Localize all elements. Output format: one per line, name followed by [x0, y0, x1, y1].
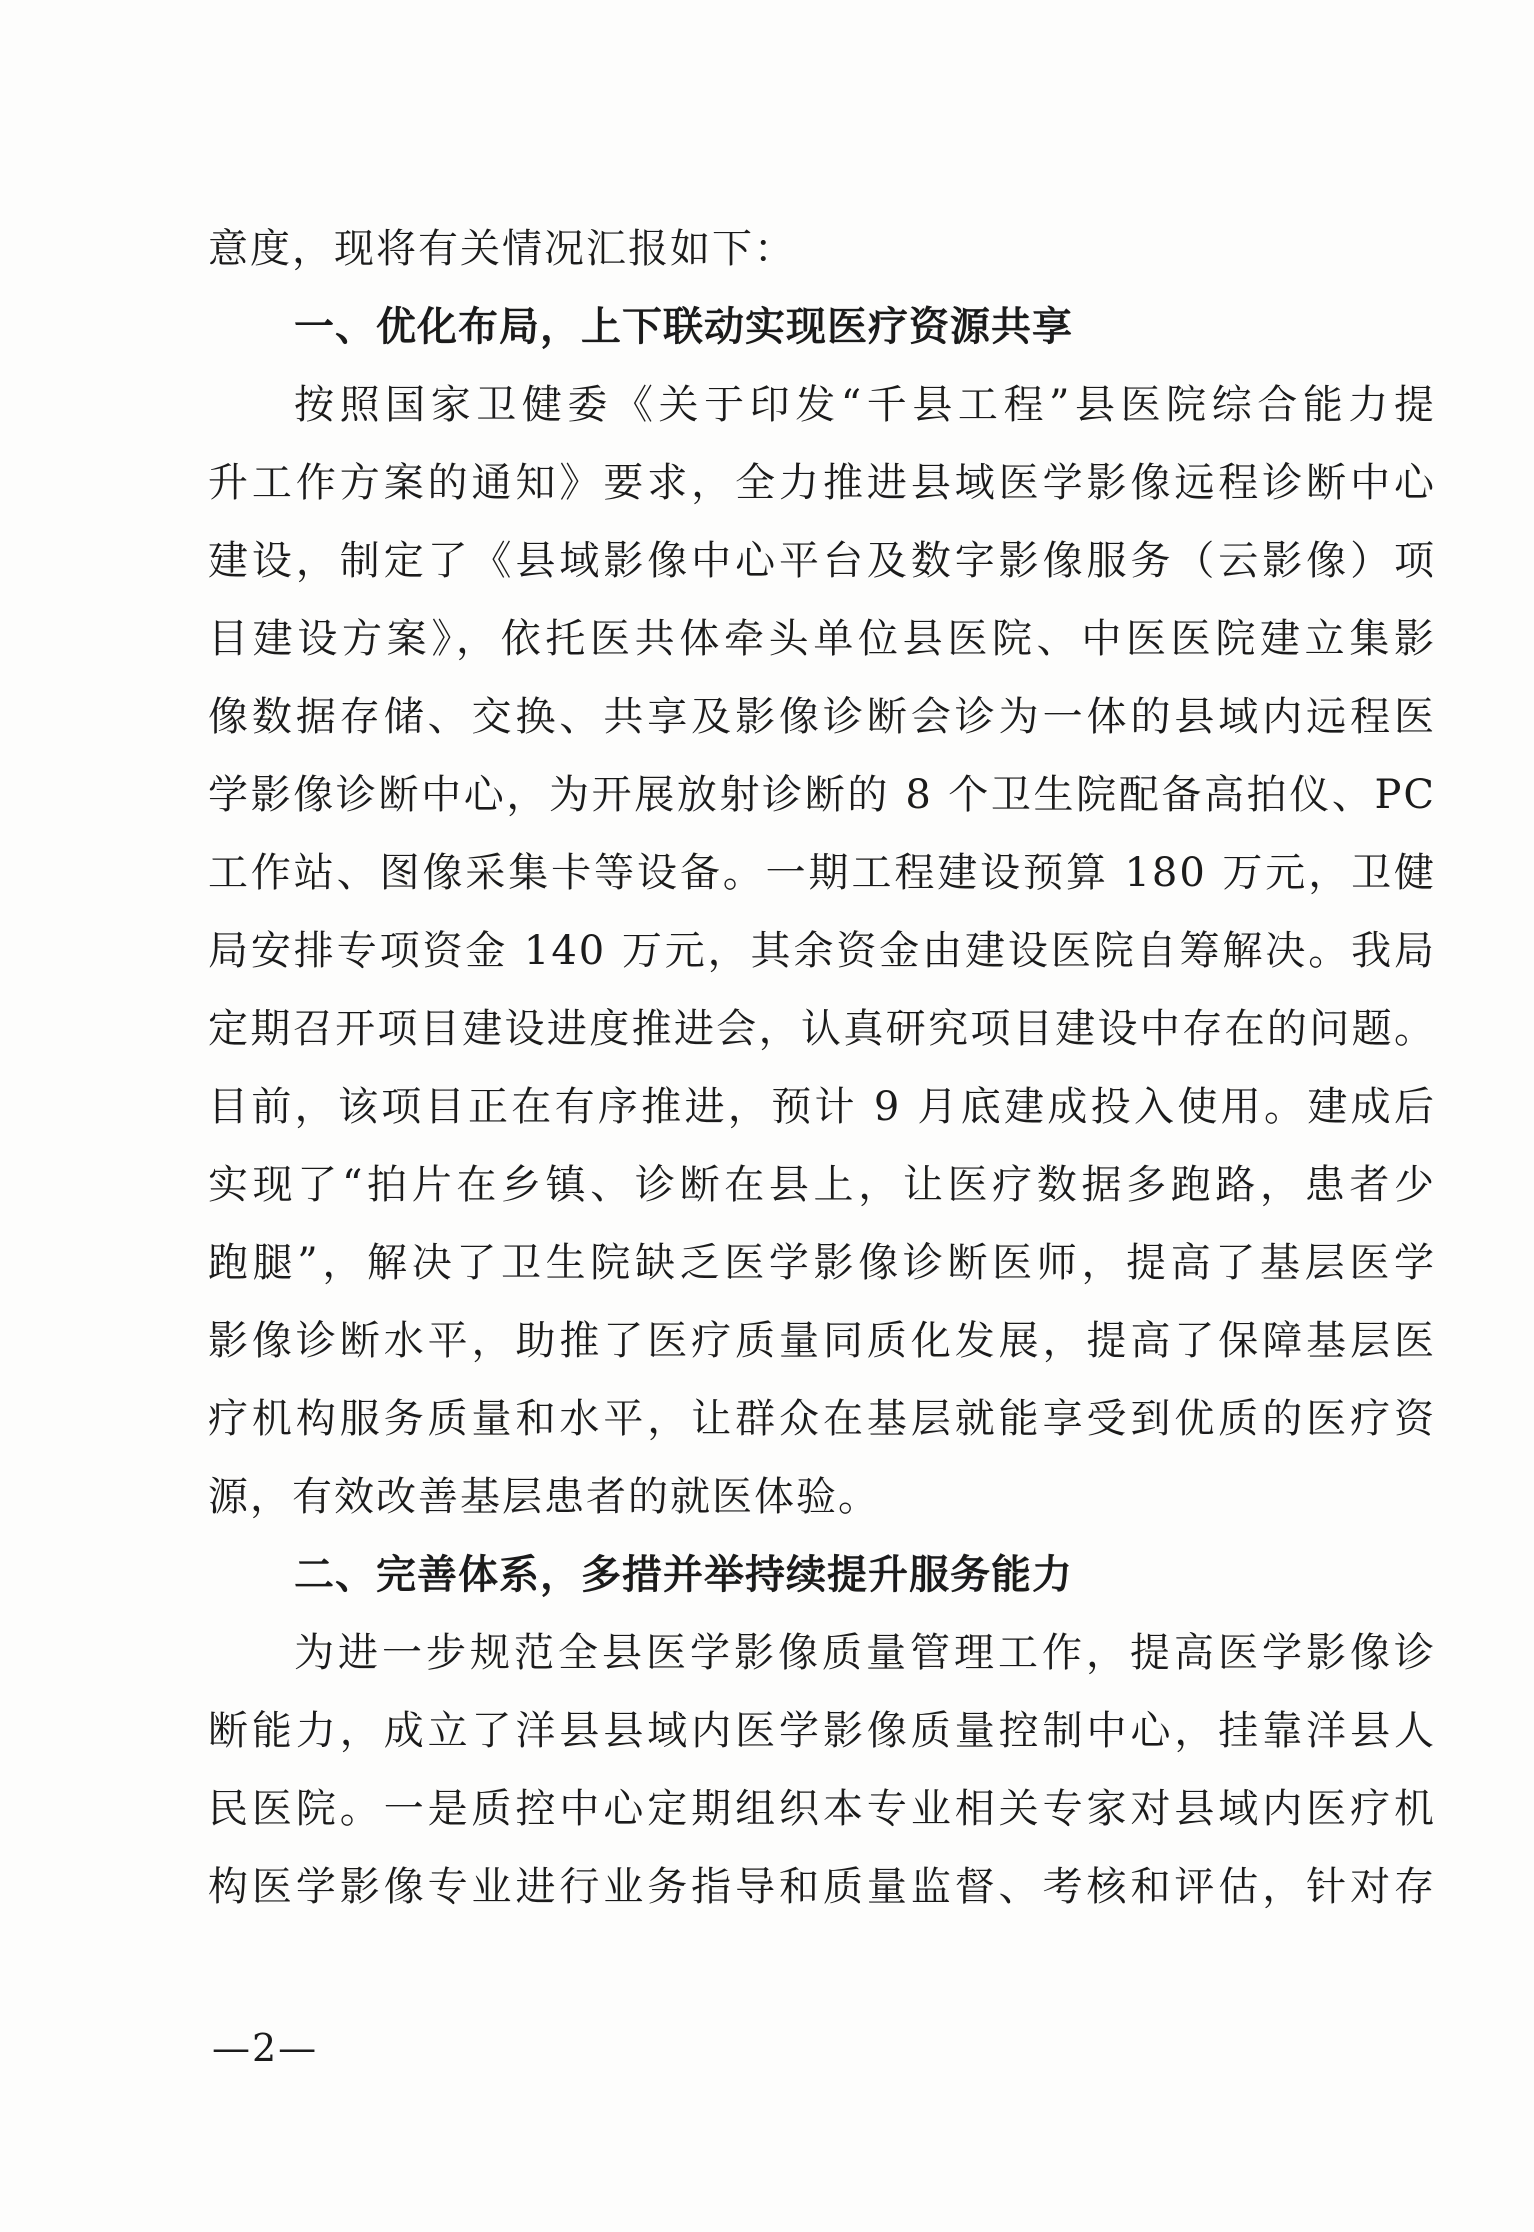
text-line: 学影像诊断中心，为开展放射诊断的 8 个卫生院配备高拍仪、PC	[208, 772, 1436, 818]
text-line: 源，有效改善基层患者的就医体验。	[208, 1474, 880, 1520]
text-line: 目建设方案》，依托医共体牵头单位县医院、中医医院建立集影	[208, 616, 1436, 662]
text-line: 民医院。一是质控中心定期组织本专业相关专家对县域内医疗机	[208, 1786, 1436, 1832]
text-line: 像数据存储、交换、共享及影像诊断会诊为一体的县域内远程医	[208, 694, 1436, 740]
text-line: 断能力，成立了洋县县域内医学影像质量控制中心，挂靠洋县人	[208, 1708, 1436, 1754]
text-line: 升工作方案的通知》要求，全力推进县域医学影像远程诊断中心	[208, 460, 1436, 506]
text-line: 定期召开项目建设进度推进会，认真研究项目建设中存在的问题。	[208, 1006, 1436, 1052]
text-line: 意度，现将有关情况汇报如下：	[208, 226, 796, 272]
text-line: 影像诊断水平，助推了医疗质量同质化发展，提高了保障基层医	[208, 1318, 1436, 1364]
section-heading-2: 二、完善体系，多措并举持续提升服务能力	[294, 1552, 1073, 1598]
section-heading-1: 一、优化布局，上下联动实现医疗资源共享	[294, 304, 1073, 350]
page-number: —2—	[212, 2026, 319, 2070]
text-line: 局安排专项资金 140 万元，其余资金由建设医院自筹解决。我局	[208, 928, 1436, 974]
text-line: 实现了“拍片在乡镇、诊断在县上，让医疗数据多跑路，患者少	[208, 1162, 1436, 1208]
text-line: 跑腿”，解决了卫生院缺乏医学影像诊断医师，提高了基层医学	[208, 1240, 1436, 1286]
text-line: 构医学影像专业进行业务指导和质量监督、考核和评估，针对存	[208, 1864, 1436, 1910]
text-line: 建设，制定了《县域影像中心平台及数字影像服务（云影像）项	[208, 538, 1436, 584]
text-line: 目前，该项目正在有序推进，预计 9 月底建成投入使用。建成后	[208, 1084, 1436, 1130]
text-line: 为进一步规范全县医学影像质量管理工作，提高医学影像诊	[294, 1630, 1436, 1676]
text-line: 工作站、图像采集卡等设备。一期工程建设预算 180 万元，卫健	[208, 850, 1436, 896]
text-line: 按照国家卫健委《关于印发“千县工程”县医院综合能力提	[294, 382, 1436, 428]
text-line: 疗机构服务质量和水平，让群众在基层就能享受到优质的医疗资	[208, 1396, 1436, 1442]
body-text	[208, 210, 1436, 1926]
